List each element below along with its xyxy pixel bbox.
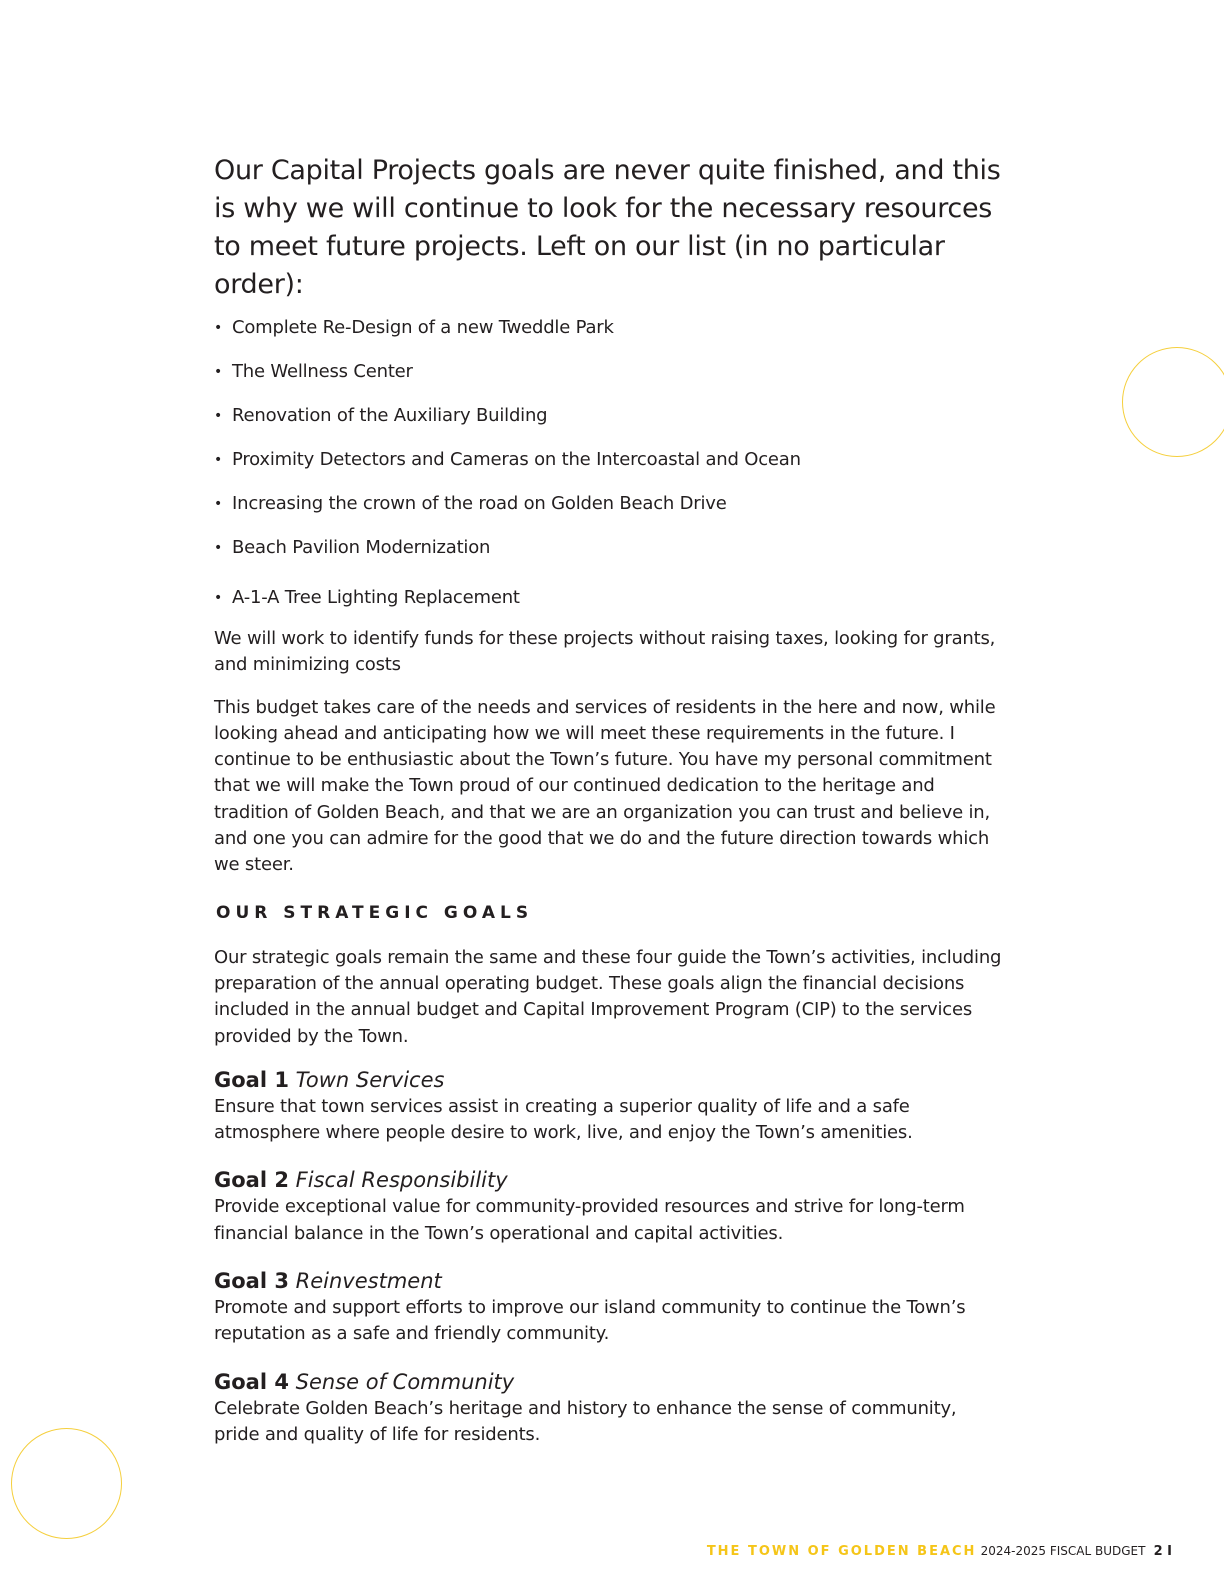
list-item [214, 492, 1004, 516]
page-content [214, 152, 1004, 1468]
bullet-icon: • [214, 408, 223, 424]
list-item [214, 536, 1004, 560]
list-item [214, 360, 1004, 384]
goal-3 [214, 1267, 1004, 1348]
list-item [214, 404, 1004, 428]
goal-number: Goal 4 [214, 1369, 289, 1394]
goal-title [214, 1267, 1004, 1295]
goal-name: Reinvestment [295, 1269, 442, 1294]
list-item [214, 586, 1004, 610]
bullet-icon: • [214, 364, 223, 380]
list-item [214, 316, 1004, 340]
goal-2 [214, 1166, 1004, 1247]
footer-budget-label: 2024-2025 FISCAL BUDGET [980, 1544, 1146, 1558]
goal-name: Town Services [295, 1067, 445, 1092]
project-label: Proximity Detectors and Cameras on the Intercoastal and Ocean [232, 449, 801, 470]
project-label: Renovation of the Auxiliary Building [232, 405, 548, 426]
bullet-icon: • [214, 320, 223, 336]
page-footer [707, 1542, 1172, 1561]
decorative-circle-right [1122, 347, 1224, 457]
project-label: The Wellness Center [232, 361, 413, 382]
project-label: Increasing the crown of the road on Golden Beach Drive [232, 493, 727, 514]
goal-4 [214, 1368, 1004, 1449]
goal-title [214, 1368, 1004, 1396]
goal-description: Promote and support efforts to improve our island community to continue the Town’s reputation as a safe and friendly community. [214, 1297, 966, 1345]
bullet-icon: • [214, 452, 223, 468]
goal-description: Ensure that town services assist in creating a superior quality of life and a safe atmosphere where people desire to work, live, and enjoy the Town’s amenities. [214, 1095, 913, 1144]
goal-number: Goal 2 [214, 1168, 289, 1193]
project-label: Complete Re-Design of a new Tweddle Park [232, 317, 614, 338]
project-list [214, 316, 1004, 610]
goal-description: Celebrate Golden Beach’s heritage and history to enhance the sense of community, pride and quality of life for residents. [214, 1397, 957, 1445]
budget-paragraph: This budget takes care of the needs and services of residents in the here and now, while looking ahead and anticipating how we will meet these requirements in the future. I continue to be enthusiastic about the Town’s future. You have my personal commitment that we will make the Town proud of our continued dedication to the heritage and tradition of Golden Beach, and that we are an organization you can trust and believe in, and one you can admire for the good that we do and the future direction towards which we steer. [214, 696, 996, 876]
bullet-icon: • [214, 590, 223, 606]
project-label: A-1-A Tree Lighting Replacement [232, 587, 520, 608]
goal-title [214, 1166, 1004, 1194]
goal-number: Goal 3 [214, 1269, 289, 1294]
decorative-circle-left [11, 1428, 122, 1539]
section-heading: OUR STRATEGIC GOALS [216, 902, 534, 923]
footer-town-name: THE TOWN OF GOLDEN BEACH [706, 1544, 977, 1559]
page-number: 2 I [1153, 1544, 1172, 1559]
bullet-icon: • [214, 540, 223, 556]
goal-name: Fiscal Responsibility [295, 1168, 508, 1193]
funding-paragraph: We will work to identify funds for these projects without raising taxes, looking for grants, and minimizing costs [214, 628, 996, 676]
goal-description: Provide exceptional value for community-provided resources and strive for long-term financial balance in the Town’s operational and capital activities. [214, 1196, 965, 1244]
strategic-intro: Our strategic goals remain the same and these four guide the Town’s activities, including preparation of the annual operating budget. These goals align the financial decisions included in the annual budget and Capital Improvement Program (CIP) to the services provided by the Town. [214, 946, 1002, 1047]
intro-text: Our Capital Projects goals are never quite finished, and this is why we will continue to look for the necessary resources to meet future projects. Left on our list (in no particular order): [214, 155, 1001, 300]
goal-title [214, 1066, 1004, 1094]
goal-name: Sense of Community [295, 1369, 515, 1394]
project-label: Beach Pavilion Modernization [232, 537, 491, 558]
goal-1 [214, 1066, 1004, 1147]
list-item [214, 448, 1004, 472]
goal-number: Goal 1 [214, 1067, 289, 1092]
bullet-icon: • [214, 496, 223, 512]
